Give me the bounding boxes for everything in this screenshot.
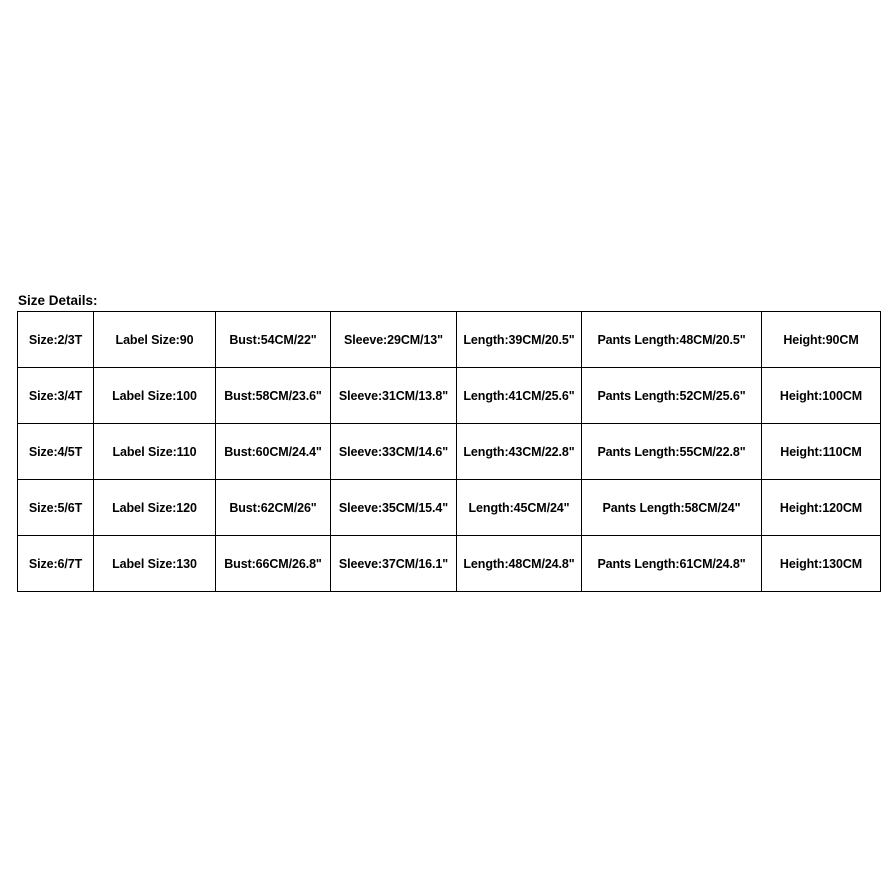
height-cell: Height:110CM: [762, 424, 881, 480]
bust-cell: Bust:60CM/24.4": [216, 424, 331, 480]
length-cell: Length:39CM/20.5": [457, 312, 582, 368]
length-cell: Length:43CM/22.8": [457, 424, 582, 480]
height-cell: Height:90CM: [762, 312, 881, 368]
size-cell: Size:5/6T: [18, 480, 94, 536]
pants-length-cell: Pants Length:61CM/24.8": [582, 536, 762, 592]
length-cell: Length:41CM/25.6": [457, 368, 582, 424]
height-cell: Height:120CM: [762, 480, 881, 536]
sleeve-cell: Sleeve:29CM/13": [331, 312, 457, 368]
sleeve-cell: Sleeve:31CM/13.8": [331, 368, 457, 424]
length-cell: Length:45CM/24": [457, 480, 582, 536]
size-chart-table: [17, 311, 881, 592]
table-row: [18, 480, 881, 536]
sleeve-cell: Sleeve:37CM/16.1": [331, 536, 457, 592]
table-row: [18, 536, 881, 592]
pants-length-cell: Pants Length:48CM/20.5": [582, 312, 762, 368]
sleeve-cell: Sleeve:33CM/14.6": [331, 424, 457, 480]
pants-length-cell: Pants Length:52CM/25.6": [582, 368, 762, 424]
height-cell: Height:130CM: [762, 536, 881, 592]
height-cell: Height:100CM: [762, 368, 881, 424]
pants-length-cell: Pants Length:55CM/22.8": [582, 424, 762, 480]
bust-cell: Bust:54CM/22": [216, 312, 331, 368]
label-size-cell: Label Size:110: [94, 424, 216, 480]
bust-cell: Bust:62CM/26": [216, 480, 331, 536]
size-details-title: Size Details:: [18, 293, 98, 308]
pants-length-cell: Pants Length:58CM/24": [582, 480, 762, 536]
table-row: [18, 424, 881, 480]
label-size-cell: Label Size:130: [94, 536, 216, 592]
length-cell: Length:48CM/24.8": [457, 536, 582, 592]
table-row: [18, 312, 881, 368]
bust-cell: Bust:58CM/23.6": [216, 368, 331, 424]
sleeve-cell: Sleeve:35CM/15.4": [331, 480, 457, 536]
table-row: [18, 368, 881, 424]
size-cell: Size:4/5T: [18, 424, 94, 480]
size-cell: Size:6/7T: [18, 536, 94, 592]
size-cell: Size:3/4T: [18, 368, 94, 424]
label-size-cell: Label Size:90: [94, 312, 216, 368]
bust-cell: Bust:66CM/26.8": [216, 536, 331, 592]
label-size-cell: Label Size:120: [94, 480, 216, 536]
label-size-cell: Label Size:100: [94, 368, 216, 424]
size-cell: Size:2/3T: [18, 312, 94, 368]
